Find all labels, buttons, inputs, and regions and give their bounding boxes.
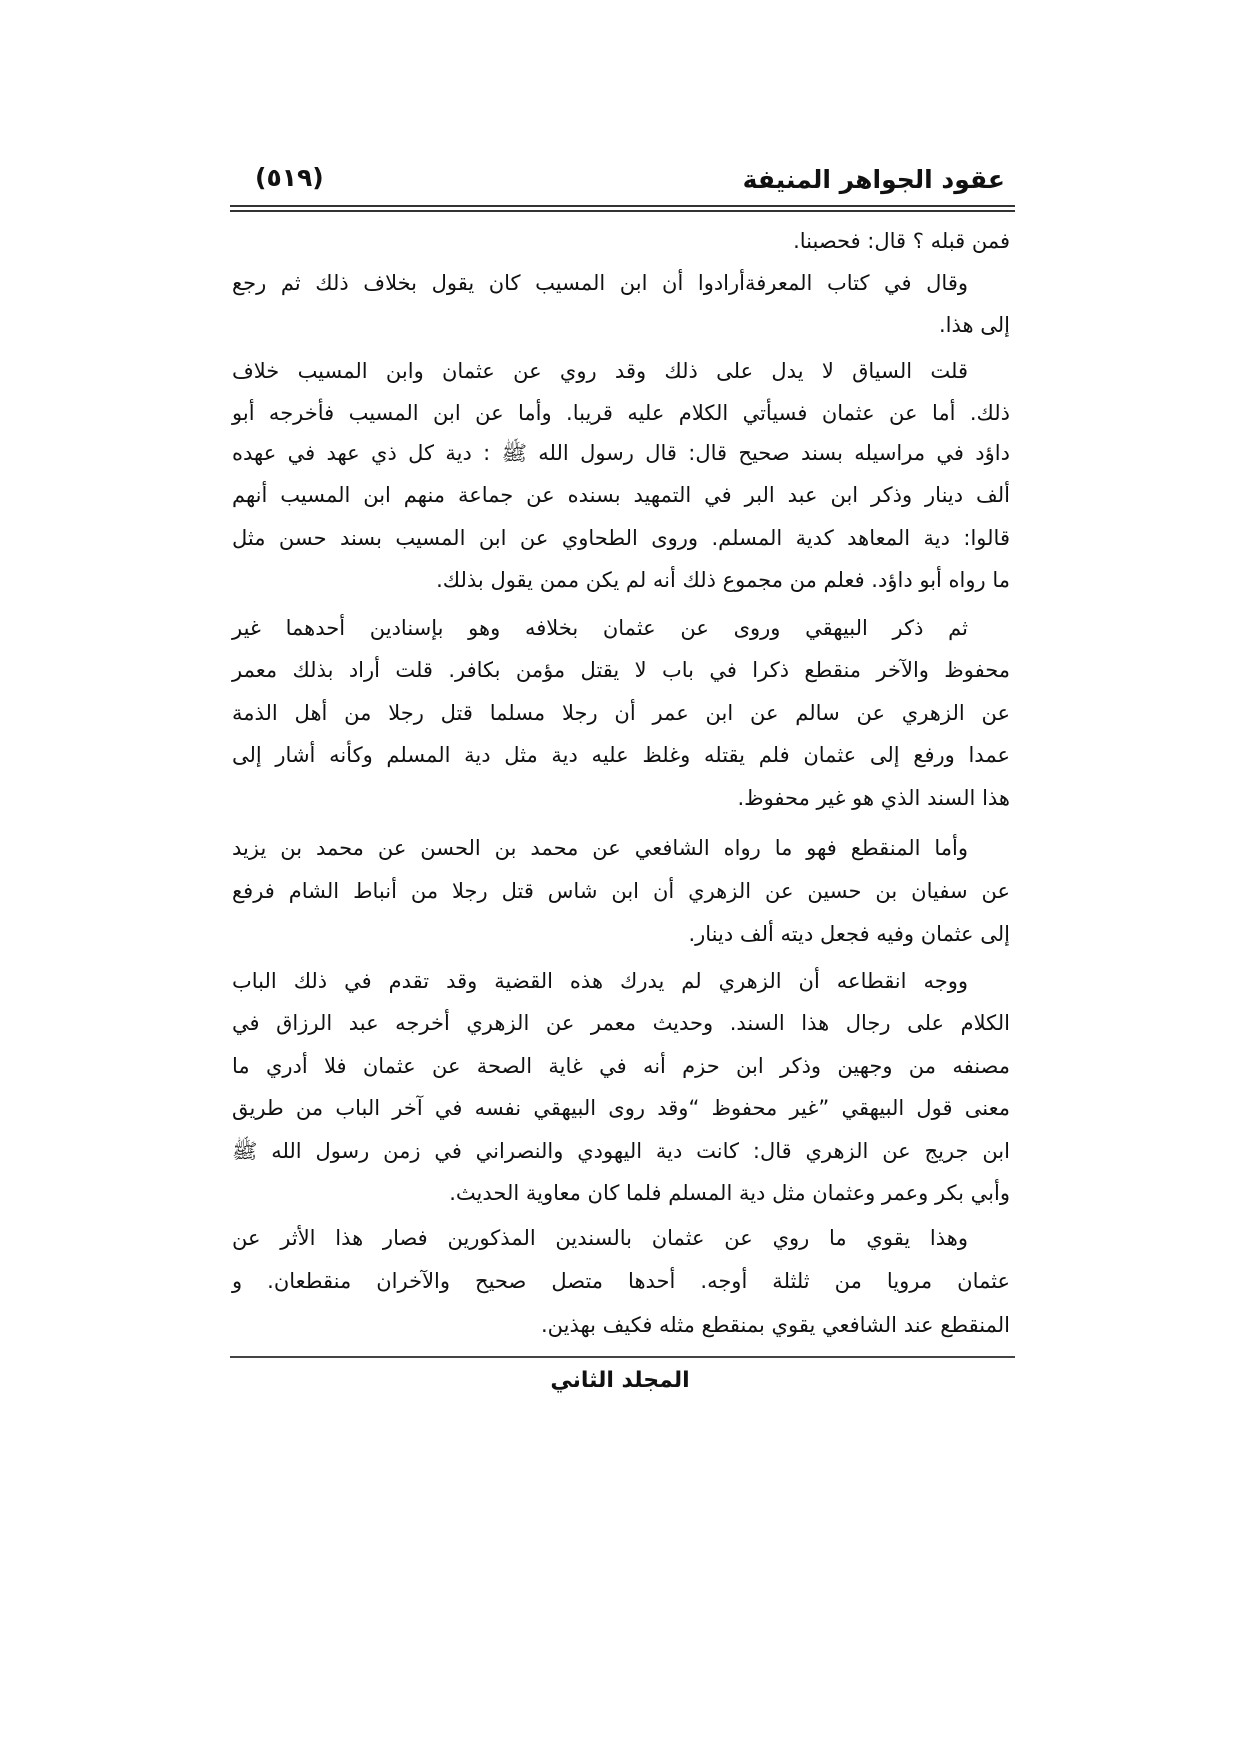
header-divider bbox=[230, 205, 1015, 212]
footer-divider bbox=[230, 1356, 1015, 1358]
text-line: قلت السياق لا يدل على ذلك وقد روي عن عثمان وابن المسيب خلاف bbox=[232, 359, 968, 383]
text-line: عثمان مرويا من ثلثلة أوجه. أحدها متصل صحيح والآخران منقطعان. و bbox=[232, 1269, 1010, 1293]
text-line: ابن جريج عن الزهري قال: كانت دية اليهودي والنصراني في زمن رسول الله ﷺ bbox=[232, 1139, 1010, 1163]
text-line: الكلام على رجال هذا السند. وحديث معمر عن الزهري أخرجه عبد الرزاق في bbox=[232, 1011, 1010, 1035]
text-line: ثم ذكر البيهقي وروى عن عثمان بخلافه وهو بإسنادين أحدهما غير bbox=[232, 616, 968, 640]
text-line: داؤد في مراسيله بسند صحيح قال: قال رسول الله ﷺ : دية كل ذي عهد في عهده bbox=[232, 441, 1010, 465]
text-line: هذا السند الذي هو غير محفوظ. bbox=[737, 786, 1010, 810]
text-line: ووجه انقطاعه أن الزهري لم يدرك هذه القضية وقد تقدم في ذلك الباب bbox=[232, 969, 968, 993]
text-line: ما رواه أبو داؤد. فعلم من مجموع ذلك أنه لم يكن ممن يقول بذلك. bbox=[436, 568, 1010, 592]
text-line: ذلك. أما عن عثمان فسيأتي الكلام عليه قريبا. وأما عن ابن المسيب فأخرجه أبو bbox=[232, 401, 1010, 425]
text-line: مصنفه من وجهين وذكر ابن حزم أنه في غاية الصحة عن عثمان فلا أدري ما bbox=[232, 1054, 1010, 1078]
text-line: وأبي بكر وعمر وعثمان مثل دية المسلم فلما كان معاوية الحديث. bbox=[449, 1181, 1010, 1205]
text-line: محفوظ والآخر منقطع ذكرا في باب لا يقتل مؤمن بكافر. قلت أراد بذلك معمر bbox=[232, 658, 1010, 682]
text-line: عن الزهري عن سالم عن ابن عمر أن رجلا مسلما قتل رجلا من أهل الذمة bbox=[232, 701, 1010, 725]
text-line: فمن قبله ؟ قال: فحصبنا. bbox=[793, 229, 1010, 253]
text-line: إلى عثمان وفيه فجعل ديته ألف دينار. bbox=[688, 922, 1010, 946]
text-line: عن سفيان بن حسين عن الزهري أن ابن شاس قتل رجلا من أنباط الشام فرفع bbox=[232, 879, 1010, 903]
text-line: إلى هذا. bbox=[938, 313, 1010, 337]
text-line: معنى قول البيهقي ”غير محفوظ “وقد روى البيهقي نفسه في آخر الباب من طريق bbox=[232, 1096, 1010, 1120]
text-line: المنقطع عند الشافعي يقوي بمنقطع مثله فكيف بهذين. bbox=[540, 1313, 1010, 1337]
text-line: وهذا يقوي ما روي عن عثمان بالسندين المذكورين فصار هذا الأثر عن bbox=[232, 1226, 968, 1250]
text-line: قالوا: دية المعاهد كدية المسلم. وروى الطحاوي عن ابن المسيب بسند حسن مثل bbox=[232, 526, 1010, 550]
text-line: عمدا ورفع إلى عثمان فلم يقتله وغلظ عليه دية مثل دية المسلم وكأنه أشار إلى bbox=[232, 743, 1010, 767]
text-line: وأما المنقطع فهو ما رواه الشافعي عن محمد بن الحسن عن محمد بن يزيد bbox=[232, 836, 968, 860]
page-number: (٥١٩) bbox=[255, 163, 324, 192]
text-line: وقال في كتاب المعرفةأرادوا أن ابن المسيب كان يقول بخلاف ذلك ثم رجع bbox=[232, 271, 968, 295]
volume-label: المجلد الثاني bbox=[550, 1368, 690, 1393]
text-line: ألف دينار وذكر ابن عبد البر في التمهيد بسنده عن جماعة منهم ابن المسيب أنهم bbox=[232, 483, 1010, 507]
book-title: عقود الجواهر المنيفة bbox=[742, 165, 1005, 194]
